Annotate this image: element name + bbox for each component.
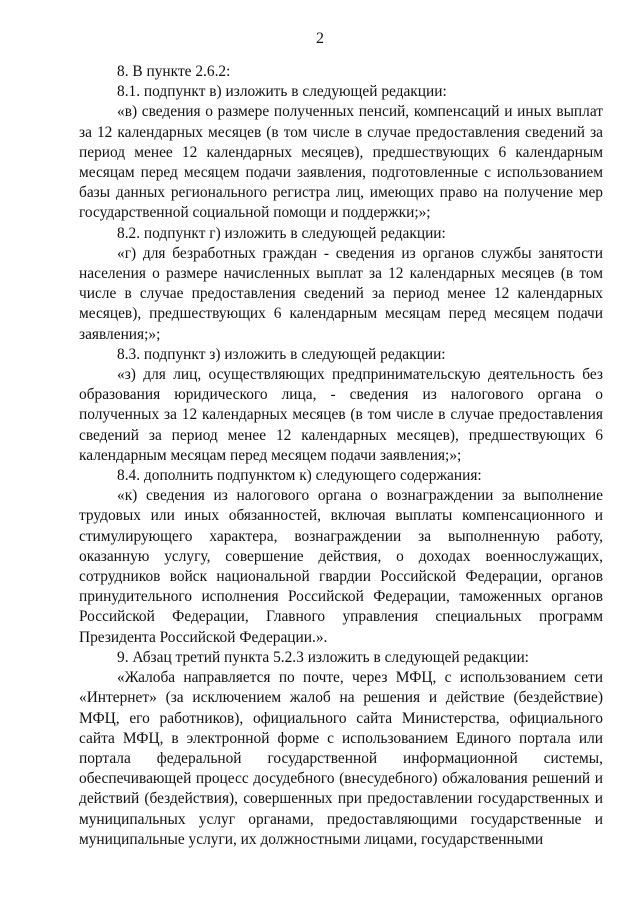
paragraph-item-8-heading: 8. В пункте 2.6.2: bbox=[117, 63, 231, 80]
paragraph-item-9-heading: 9. Абзац третий пункта 5.2.3 изложить в следующей редакции: bbox=[117, 648, 529, 666]
paragraph-quote-complaint: «Жалоба направляется по почте, через МФЦ, с использованием сети «Интернет» (за исключением жалоб на решения и действие (бездействие) МФЦ, его работников), официального сайта Министерства, официального сайта МФЦ, в электронной форме с использованием Единого портала или портала федеральной государственной информационной системы, обеспечивающей процесс досудебного (внесудебного) обжалования решений и действий (бездействия), совершенных при предоставлении государственных и муниципальных услуг органами, предоставляющими государственные и муниципальные услуги, их должностными лицами, государственными bbox=[79, 669, 603, 848]
paragraph-subitem-8-3: 8.3. подпункт з) изложить в следующей редакции: bbox=[117, 345, 446, 363]
page-number: 2 bbox=[316, 30, 324, 47]
paragraph-subitem-8-4: 8.4. дополнить подпунктом к) следующего содержания: bbox=[117, 467, 482, 485]
paragraph-quote-k: «к) сведения из налогового органа о вознаграждении за выполнение трудовых или иных обязанностей, включая выплаты компенсационного и стимулирующего характера, вознаграждении за выполненную работу, оказанную услугу, совершение действия, о доходах военнослужащих, сотрудников войск национальной гвардии Российской Федерации, органов принудительного исполнения Российской Федерации, таможенных органов Российской Федерации, Главного управления специальных программ Президента Российской Федерации.». bbox=[79, 487, 603, 646]
document-body bbox=[79, 62, 603, 850]
paragraph-quote-v: «в) сведения о размере полученных пенсий, компенсаций и иных выплат за 12 календарных месяцев (в том числе в случае предоставления сведений за период менее 12 календарных месяцев), предшествующих 6 календарным месяцам перед месяцем подачи заявления, подготовленные с использованием базы данных регионального регистра лиц, имеющих право на получение мер государственной социальной помощи и поддержки;»; bbox=[79, 103, 603, 222]
paragraph-quote-z: «з) для лиц, осуществляющих предпринимательскую деятельность без образования юридического лица, - сведения из налогового органа о полученных за 12 календарных месяцев (в том числе в случае предоставления сведений за период менее 12 календарных месяцев), предшествующих 6 календарным месяцам перед месяцем подачи заявления;»; bbox=[79, 366, 603, 464]
paragraph-subitem-8-1: 8.1. подпункт в) изложить в следующей редакции: bbox=[117, 83, 447, 101]
paragraph-subitem-8-2: 8.2. подпункт г) изложить в следующей редакции: bbox=[117, 224, 446, 242]
paragraph-quote-g: «г) для безработных граждан - сведения из органов службы занятости населения о размере начисленных выплат за 12 календарных месяцев (в том числе в случае предоставления сведений за период менее 12 календарных месяцев), предшествующих 6 календарным месяцам перед месяцем подачи заявления;»; bbox=[79, 244, 603, 343]
